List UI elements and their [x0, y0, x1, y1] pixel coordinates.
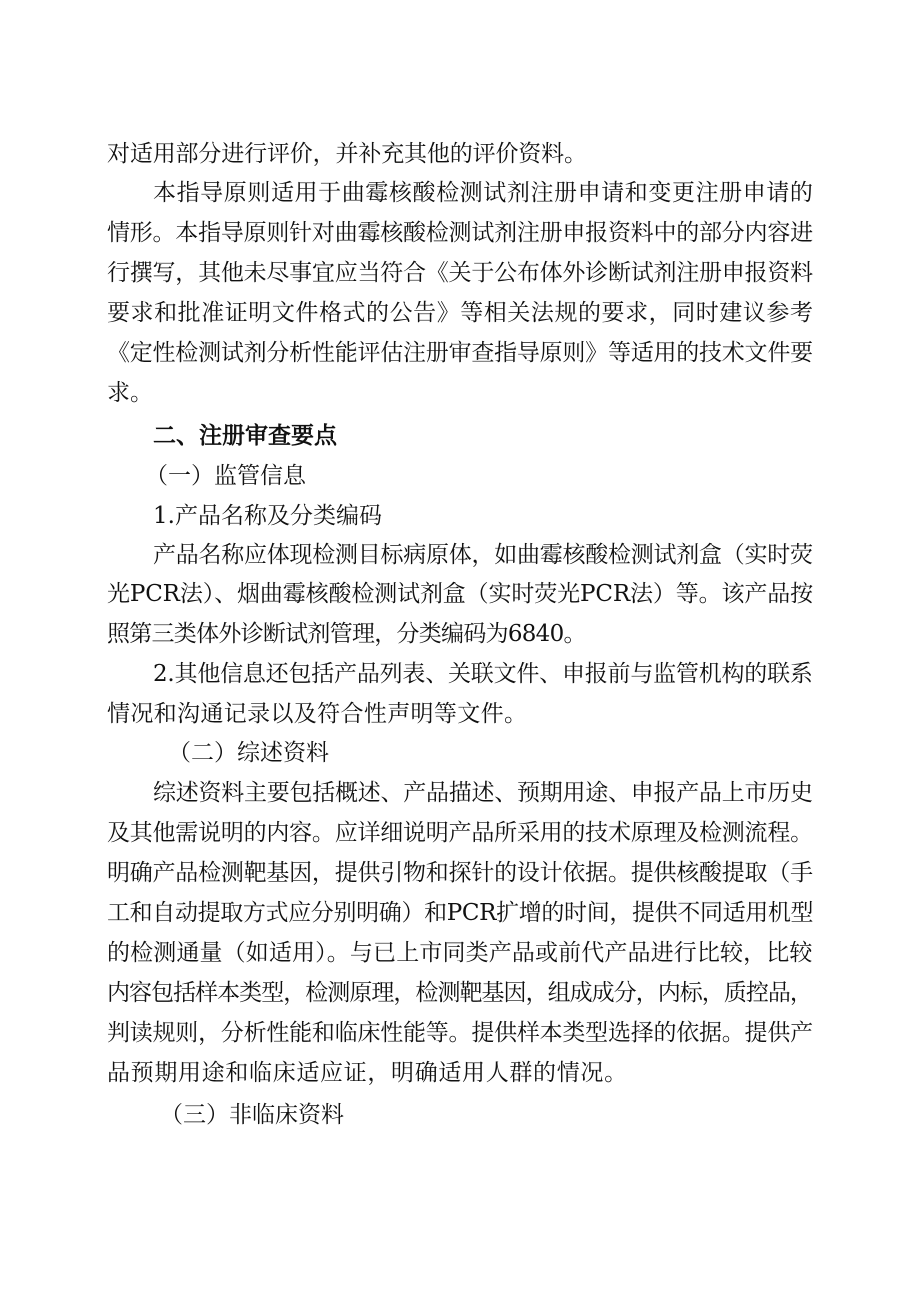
- item-heading: 1.产品名称及分类编码: [153, 503, 382, 529]
- text-line: 要求和批准证明文件格式的公告》等相关法规的要求，同时建议参考: [107, 300, 814, 326]
- text-line: 品预期用途和临床适应证，明确适用人群的情况。: [107, 1060, 628, 1086]
- text-line: 情形。本指导原则针对曲霉核酸检测试剂注册申报资料中的部分内容进: [107, 220, 813, 246]
- text-line: 光PCR法）、烟曲霉核酸检测试剂盒（实时荧光PCR法）等。该产品按: [107, 581, 813, 607]
- subsection-heading: （三）非临床资料: [160, 1102, 344, 1128]
- text-line: 对适用部分进行评价，并补充其他的评价资料。: [107, 141, 587, 167]
- text-line: 产品名称应体现检测目标病原体，如曲霉核酸检测试剂盒（实时荧: [153, 542, 813, 568]
- text-line: 及其他需说明的内容。应详细说明产品所采用的技术原理及检测流程。: [107, 820, 813, 846]
- text-line: 的检测通量（如适用）。与已上市同类产品或前代产品进行比较，比较: [107, 940, 813, 966]
- text-line: 行撰写，其他未尽事宜应当符合《关于公布体外诊断试剂注册申报资料: [107, 260, 813, 286]
- subsection-heading: （一）监管信息: [145, 463, 306, 489]
- text-line: 综述资料主要包括概述、产品描述、预期用途、申报产品上市历史: [153, 780, 813, 806]
- text-line: 工和自动提取方式应分别明确）和PCR扩增的时间，提供不同适用机型: [107, 900, 814, 926]
- text-line: 本指导原则适用于曲霉核酸检测试剂注册申请和变更注册申请的: [153, 180, 814, 206]
- text-line: 明确产品检测靶基因，提供引物和探针的设计依据。提供核酸提取（手: [107, 860, 813, 886]
- text-line: 照第三类体外诊断试剂管理，分类编码为6840。: [107, 621, 586, 647]
- section-heading: 二、注册审查要点: [153, 423, 337, 449]
- subsection-heading: （二）综述资料: [168, 740, 329, 766]
- text-line: 内容包括样本类型，检测原理，检测靶基因，组成成分，内标，质控品，: [107, 980, 812, 1006]
- text-line: 情况和沟通记录以及符合性声明等文件。: [107, 701, 528, 727]
- text-line: 求。: [107, 380, 153, 406]
- text-line: 2.其他信息还包括产品列表、关联文件、申报前与监管机构的联系: [153, 661, 813, 687]
- text-line: 《定性检测试剂分析性能评估注册审查指导原则》等适用的技术文件要: [107, 340, 813, 366]
- text-line: 判读规则，分析性能和临床性能等。提供样本类型选择的依据。提供产: [107, 1020, 813, 1046]
